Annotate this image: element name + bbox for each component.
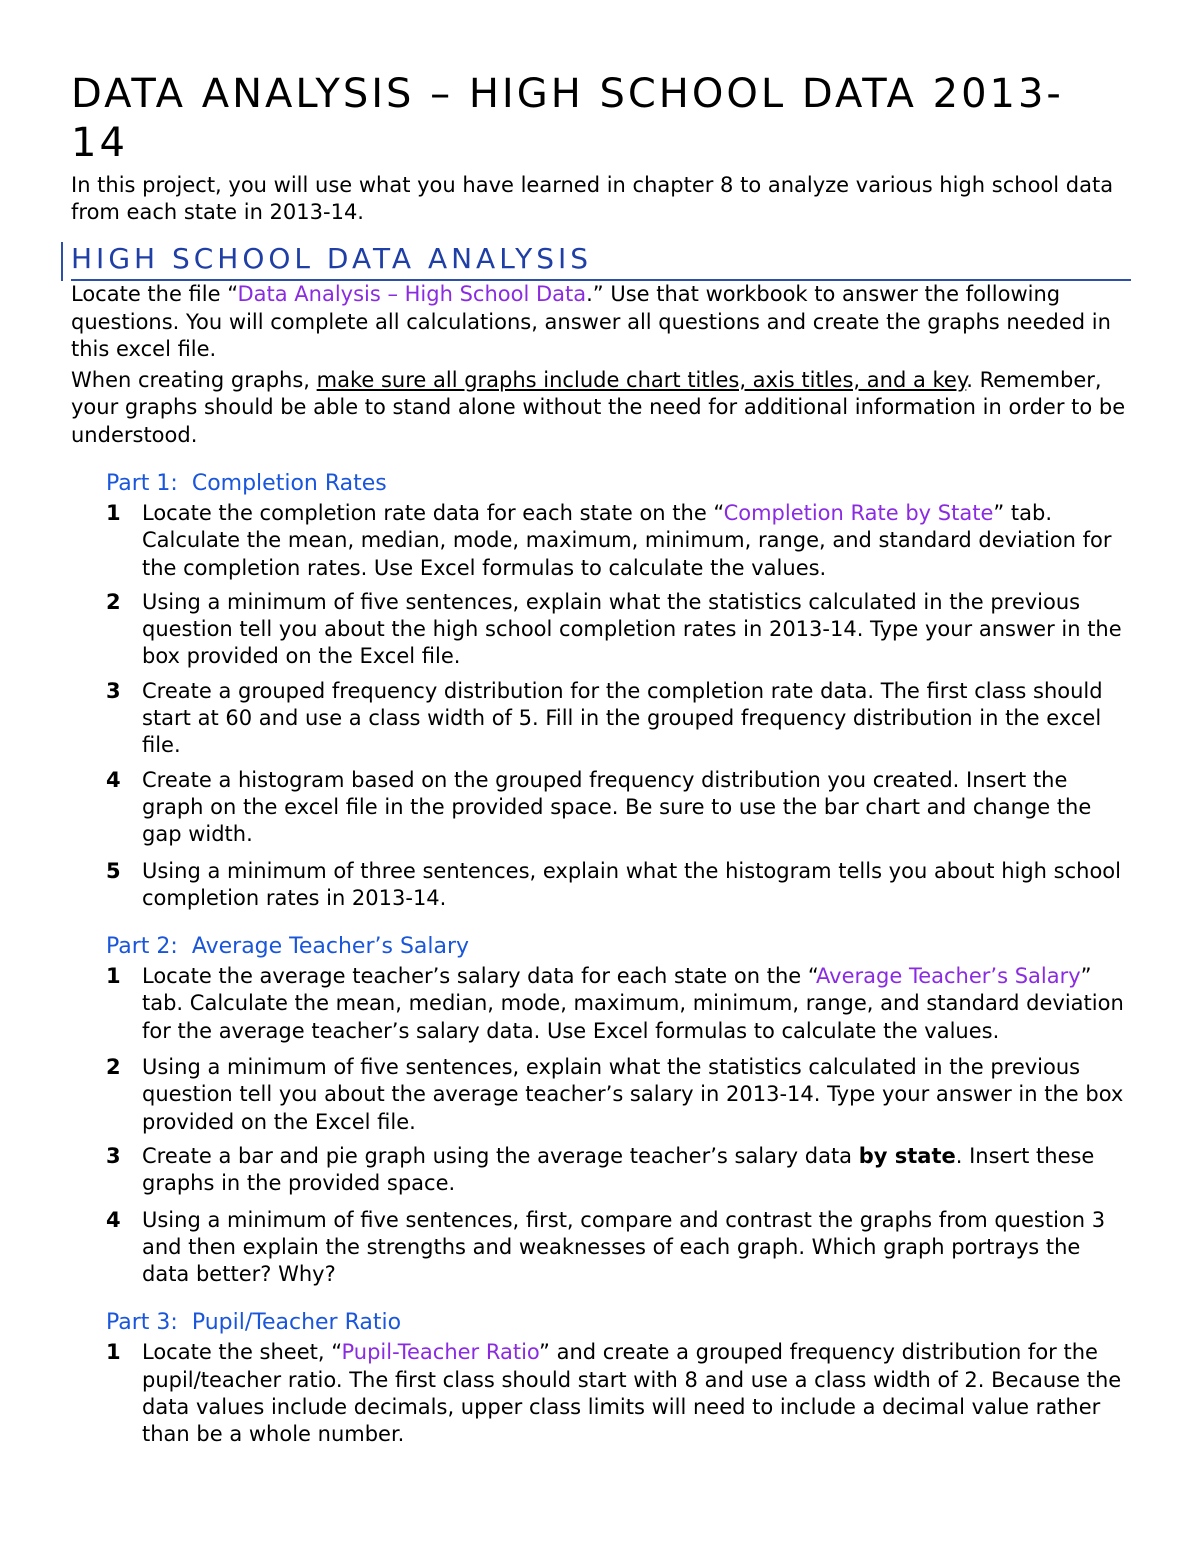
heading-left-bar <box>61 242 63 281</box>
question-item: 3 Create a grouped frequency distribution for the completion rate data. The first class should start at 60 and use a class width of 5. Fill in the grouped frequency distribution in the excel file. <box>106 678 1103 758</box>
question-item: 1 Locate the average teacher’s salary data for each state on the “Average Teacher’s Salary” tab. Calculate the mean, median, mode, maximum, minimum, range, and standard deviation for the average teacher’s salary data. Use Excel formulas to calculate the values. <box>106 964 1124 1043</box>
part-3 <box>106 1308 1131 1448</box>
part-2 <box>106 932 1131 1288</box>
part-2-questions <box>106 963 1131 1288</box>
section-heading <box>71 242 1131 281</box>
question-item: 2 Using a minimum of five sentences, explain what the statistics calculated in the previous question tell you about the high school completion rates in 2013-14. Type your answer in the box provided on the Excel file. <box>106 589 1122 669</box>
question-item: 4 Using a minimum of five sentences, first, compare and contrast the graphs from question 3 and then explain the strengths and weaknesses of each graph. Which graph portrays the data better? Why? <box>106 1207 1106 1287</box>
document-title: DATA ANALYSIS – HIGH SCHOOL DATA 2013- 14 <box>71 71 1064 166</box>
part-1 <box>106 469 1131 912</box>
graph-instructions-paragraph: When creating graphs, make sure all graphs include chart titles, axis titles, and a key. Remember, your graphs should be able to stand alone without the need for additional information in order to be understood. <box>71 367 1126 447</box>
question-item: 4 Create a histogram based on the grouped frequency distribution you created. Insert the graph on the excel file in the provided space. Be sure to use the bar chart and change the gap width. <box>106 767 1092 847</box>
question-item: 1 Locate the completion rate data for each state on the “Completion Rate by State” tab. Calculate the mean, median, mode, maximum, minimum, range, and standard deviation for the completion rates. Use Excel formulas to calculate the values. <box>106 501 1112 580</box>
completion-rate-tab-link[interactable]: Completion Rate by State <box>723 501 994 525</box>
intro-paragraph: In this project, you will use what you have learned in chapter 8 to analyze various high school data from each state in 2013-14. <box>71 173 1114 224</box>
pupil-teacher-ratio-link[interactable]: Pupil-Teacher Ratio <box>341 1340 540 1365</box>
question-item: 3 Create a bar and pie graph using the average teacher’s salary data by state. Insert these graphs in the provided space. <box>106 1143 1095 1196</box>
part-1-questions <box>106 500 1131 912</box>
part-3-heading: Part 3: Pupil/Teacher Ratio <box>106 1310 402 1336</box>
part-2-heading: Part 2: Average Teacher’s Salary <box>106 934 470 960</box>
question-item: 2 Using a minimum of five sentences, explain what the statistics calculated in the previous question tell you about the average teacher’s salary in 2013-14. Type your answer in the box provided on the Excel file. <box>106 1055 1124 1134</box>
section-heading-text: HIGH SCHOOL DATA ANALYSIS <box>71 242 592 275</box>
part-1-heading: Part 1: Completion Rates <box>106 471 387 496</box>
part-3-questions <box>106 1339 1131 1448</box>
teacher-salary-tab-link[interactable]: Average Teacher’s Salary <box>816 964 1081 989</box>
underlined-requirement: make sure all graphs include chart titles, axis titles, and a key <box>316 367 967 392</box>
document-page <box>71 70 1131 1456</box>
workbook-link[interactable]: Data Analysis – High School Data <box>237 282 587 306</box>
locate-file-paragraph: Locate the file “Data Analysis – High School Data.” Use that workbook to answer the following questions. You will complete all calculations, answer all questions and create the graphs needed in this excel file. <box>71 282 1111 361</box>
question-item: 1 Locate the sheet, “Pupil-Teacher Ratio” and create a grouped frequency distribution for the pupil/teacher ratio. The first class should start with 8 and use a class width of 2. Because the data values include decimals, upper class limits will need to include a decimal value rather than be a whole number. <box>106 1340 1122 1447</box>
question-item: 5 Using a minimum of three sentences, explain what the histogram tells you about high school completion rates in 2013-14. <box>106 858 1121 910</box>
